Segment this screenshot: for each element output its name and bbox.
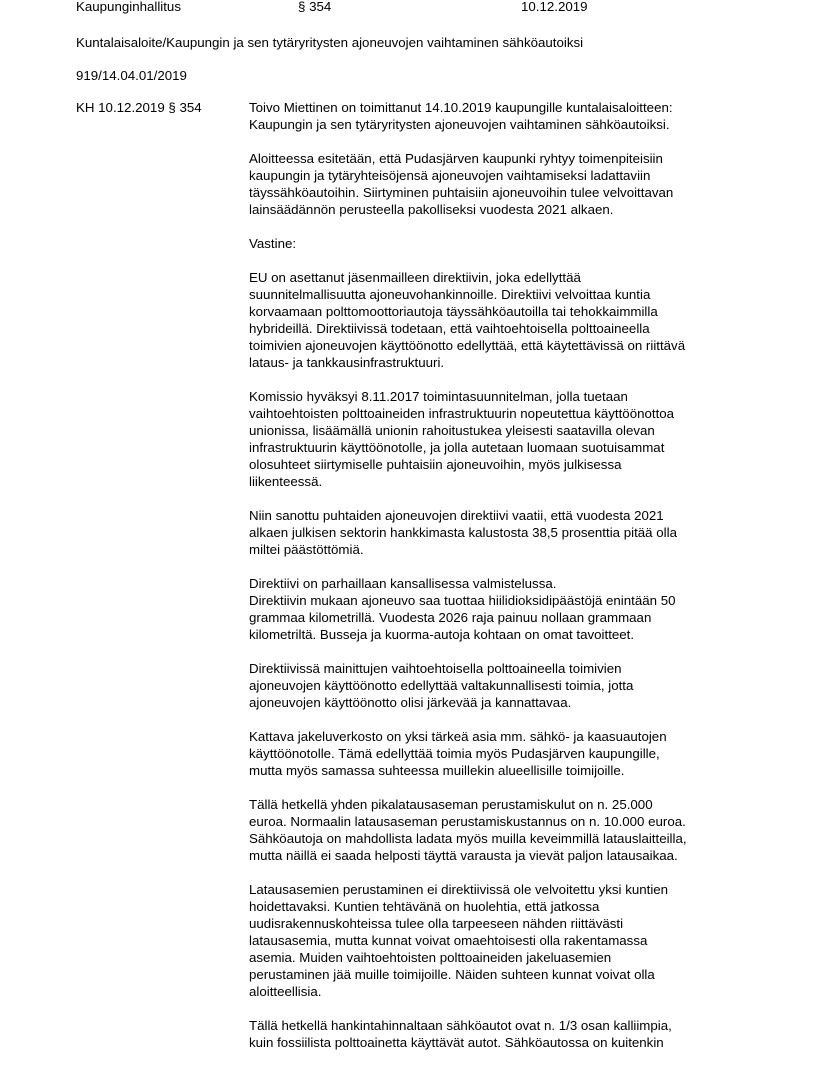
paragraph-line: kilometriltä. Busseja ja kuorma-autoja kohtaan on omat tavoitteet.: [249, 627, 635, 642]
paragraph-line: Niin sanottu puhtaiden ajoneuvojen direktiivi vaatii, että vuodesta 2021: [249, 508, 664, 523]
paragraph: [249, 728, 769, 779]
paragraph: [249, 881, 769, 1000]
paragraph-line: Direktiivi on parhaillaan kansallisessa valmistelussa.: [249, 576, 557, 591]
paragraph-line: unionissa, lisäämällä unionin rahoitustukea yleisesti saatavilla olevan: [249, 423, 655, 438]
paragraph-line: Komissio hyväksyi 8.11.2017 toimintasuunnitelman, jolla tuetaan: [249, 389, 628, 404]
paragraph-line: olosuhteet siirtymiselle puhtaisiin ajoneuvoihin, myös julkisessa: [249, 457, 622, 472]
paragraph-line: infrastruktuurin käyttöönotolle, ja jolla autetaan luomaan suotuisammat: [249, 440, 665, 455]
paragraph-line: ajoneuvojen käyttöönotto edellyttää valtakunnallisesti toimia, jotta: [249, 678, 634, 693]
paragraph-line: Toivo Miettinen on toimittanut 14.10.2019 kaupungille kuntalaisaloitteen:: [249, 100, 673, 115]
paragraph-line: EU on asettanut jäsenmailleen direktiivin, joka edellyttää: [249, 270, 581, 285]
paragraph: [249, 269, 769, 371]
meeting-reference: KH 10.12.2019 § 354: [76, 100, 202, 115]
paragraph-line: euroa. Normaalin latausaseman perustamiskustannus on n. 10.000 euroa.: [249, 814, 686, 829]
paragraph-line: hybrideillä. Direktiivissä todetaan, että vaihtoehtoisella polttoaineella: [249, 321, 650, 336]
paragraph-line: asemia. Muiden vaihtoehtoisten polttoaineiden jakeluasemien: [249, 950, 612, 965]
paragraph-line: miltei päästöttömiä.: [249, 542, 364, 557]
paragraph-line: kuin fossiilista polttoainetta käyttävät autot. Sähköautossa on kuitenkin: [249, 1035, 664, 1050]
paragraph-line: Direktiivissä mainittujen vaihtoehtoisella polttoaineella toimivien: [249, 661, 622, 676]
paragraph-line: vaihtoehtoisten polttoaineiden infrastruktuurin nopeutettua käyttöönottoa: [249, 406, 675, 421]
paragraph: [249, 388, 769, 490]
paragraph-line: alkaen julkisen sektorin hankkimasta kalustosta 38,5 prosenttia pitää olla: [249, 525, 677, 540]
subject-line: Kuntalaisaloite/Kaupungin ja sen tytäryritysten ajoneuvojen vaihtaminen sähköautoiksi: [76, 35, 584, 50]
paragraph: [249, 235, 769, 252]
organ-name: Kaupunginhallitus: [76, 0, 181, 14]
paragraph-line: Kattava jakeluverkosto on yksi tärkeä asia mm. sähkö- ja kaasuautojen: [249, 729, 667, 744]
paragraph-line: hoidettavaksi. Kuntien tehtävänä on huolehtia, että jatkossa: [249, 899, 600, 914]
section-number: § 354: [298, 0, 332, 14]
paragraph-line: kaupungin ja tytäryhteisöjensä ajoneuvojen vaihtamiseksi ladattaviin: [249, 168, 651, 183]
paragraph-line: suunnitelmallisuutta ajoneuvohankinnoille. Direktiivi velvoittaa kuntia: [249, 287, 651, 302]
paragraph-line: perustaminen jää muille toimijoille. Näiden suhteen kunnat voivat olla: [249, 967, 655, 982]
paragraph-line: toimivien ajoneuvojen käyttöönotto edellyttää, että käytettävissä on riittävä: [249, 338, 686, 353]
paragraph-line: lataus- ja tankkausinfrastruktuuri.: [249, 355, 445, 370]
paragraph-line: latausasemia, mutta kunnat voivat omaehtoisesti olla rakentamassa: [249, 933, 648, 948]
paragraph-line: mutta näillä ei saada helposti täyttä varausta ja vievät paljon latausaikaa.: [249, 848, 678, 863]
paragraph-line: liikenteessä.: [249, 474, 323, 489]
paragraph-line: mutta myös samassa suhteessa muillekin alueellisille toimijoille.: [249, 763, 625, 778]
document-header: [0, 0, 816, 18]
paragraph-line: ajoneuvojen käyttöönotto olisi järkevää ja kannattavaa.: [249, 695, 572, 710]
paragraph-line: aloitteellisia.: [249, 984, 322, 999]
paragraph: [249, 796, 769, 864]
paragraph-line: Latausasemien perustaminen ei direktiivissä ole velvoitettu yksi kuntien: [249, 882, 669, 897]
paragraph-line: Tällä hetkellä hankintahinnaltaan sähköautot ovat n. 1/3 osan kalliimpia,: [249, 1018, 672, 1033]
paragraph-line: Tällä hetkellä yhden pikalatausaseman perustamiskulut on n. 25.000: [249, 797, 653, 812]
paragraph-line: lainsäädännön perusteella pakolliseksi vuodesta 2021 alkaen.: [249, 202, 614, 217]
document-body: [249, 99, 769, 1068]
paragraph-line: Direktiivin mukaan ajoneuvo saa tuottaa hiilidioksidipäästöjä enintään 50: [249, 593, 676, 608]
paragraph-line: käyttöönotolle. Tämä edellyttää toimia myös Pudasjärven kaupungille,: [249, 746, 660, 761]
paragraph-line: Aloitteessa esitetään, että Pudasjärven kaupunki ryhtyy toimenpiteisiin: [249, 151, 663, 166]
paragraph-line: Sähköautoja on mahdollista ladata myös muilla keveimmillä latauslaitteilla,: [249, 831, 687, 846]
paragraph: [249, 1017, 769, 1051]
paragraph: [249, 660, 769, 711]
paragraph-line: grammaa kilometrillä. Vuodesta 2026 raja painuu nollaan grammaan: [249, 610, 652, 625]
paragraph: [249, 99, 769, 133]
paragraph-line: täyssähköautoihin. Siirtyminen puhtaisiin ajoneuvoihin tulee velvoittavan: [249, 185, 674, 200]
meeting-date: 10.12.2019: [521, 0, 588, 14]
record-number: 919/14.04.01/2019: [76, 68, 187, 83]
paragraph: [249, 507, 769, 558]
paragraph: [249, 575, 769, 643]
paragraph-line: Vastine:: [249, 236, 297, 251]
paragraph: [249, 150, 769, 218]
paragraph-line: korvaamaan polttomoottoriautoja täyssähköautoilla tai tehokkaimmilla: [249, 304, 658, 319]
paragraph-line: uudisrakennuskohteissa tulee olla tarpeeseen nähden riittävästi: [249, 916, 624, 931]
paragraph-line: Kaupungin ja sen tytäryritysten ajoneuvojen vaihtaminen sähköautoiksi.: [249, 117, 670, 132]
